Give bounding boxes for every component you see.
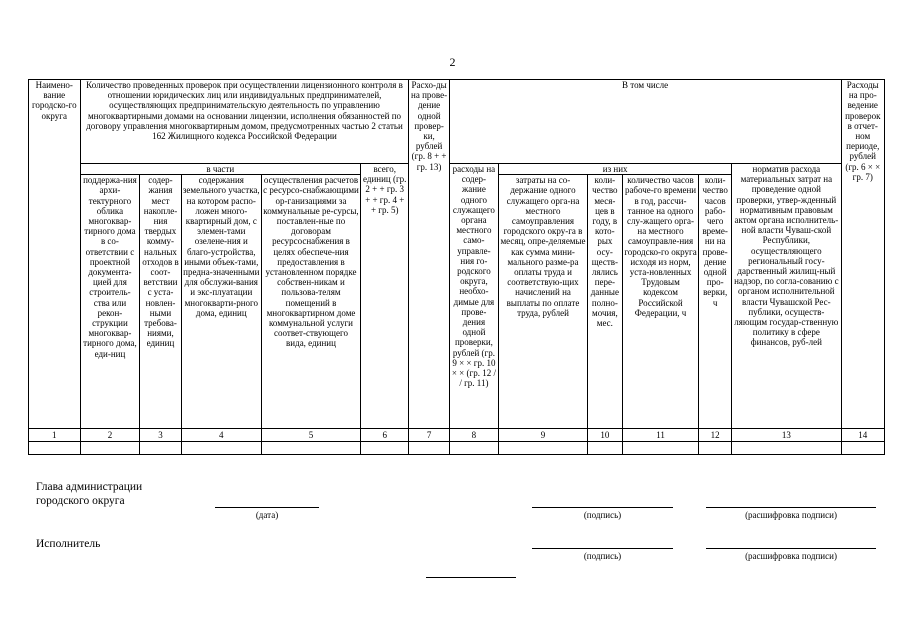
header-col9: затраты на со-держание одного служащего орга-на местного самоуправления городского окру-га в месяц, опре-деляемые как сумма мини-мального разме-ра оплаты труда и соответствую-щих начислений на выплаты по оплате труда, рублей — [499, 175, 588, 429]
data-row — [29, 442, 885, 455]
column-number: 7 — [409, 429, 449, 442]
header-col10: коли-чество меся-цев в году, в кото-рых осу-ществ-лялись пере-данные полно-мочия, мес. — [587, 175, 622, 429]
column-number: 9 — [499, 429, 588, 442]
header-col7: Расхо-ды на прове-дение одной провер-ки, рублей (гр. 8 + + гр. 13) — [409, 80, 449, 429]
date-line[interactable] — [215, 507, 319, 508]
head-signature-line[interactable] — [532, 507, 673, 508]
table-cell[interactable] — [732, 442, 841, 455]
header-checks-count: Количество проведенных проверок при осуществлении лицензионного контроля в отношении юридических лиц или индивидуальных предпринимателей, осуществляющих предпринимательскую деятельность по управлению многоквартирными домами на основании лицензии, исполнения обязанностей по договору управления многоквартирным домом, предусмотренных частью 2 статьи 162 Жилищного кодекса Российской Федерации — [80, 80, 409, 164]
table-cell[interactable] — [622, 442, 698, 455]
column-number: 5 — [262, 429, 361, 442]
expense-calculation-table — [28, 79, 885, 455]
table-cell[interactable] — [841, 442, 884, 455]
footer-divider — [426, 577, 516, 578]
column-number: 11 — [622, 429, 698, 442]
column-number: 4 — [181, 429, 261, 442]
header-name: Наимено-вание городско-го округа — [29, 80, 81, 429]
table-cell[interactable] — [140, 442, 181, 455]
header-col6: всего, единиц (гр. 2 + + гр. 3 + + гр. 4 + + гр. 5) — [360, 164, 408, 429]
table-cell[interactable] — [409, 442, 449, 455]
header-of-them: из них — [499, 164, 732, 175]
header-col14: Расходы на про-ведение проверок в отчет-ном периоде, рублей (гр. 6 × × гр. 7) — [841, 80, 884, 429]
executor-decode-line[interactable] — [706, 548, 876, 549]
table-cell[interactable] — [499, 442, 588, 455]
table-cell[interactable] — [181, 442, 261, 455]
column-number: 14 — [841, 429, 884, 442]
executor-signature-line[interactable] — [532, 548, 673, 549]
header-col12: коли-чество часов рабо-чего време-ни на прове-дение одной про-верки, ч — [699, 175, 732, 429]
column-number: 2 — [80, 429, 140, 442]
head-decode-line[interactable] — [706, 507, 876, 508]
head-decode-caption: (расшифровка подписи) — [745, 510, 837, 520]
header-col2: поддержа-ния архи-тектурного облика многоквар-тирного дома в со-ответствии с проектной документа-цией для строитель-ства или рекон-струкции многоквар-тирного дома, еди-ниц — [80, 175, 140, 429]
table-cell[interactable] — [360, 442, 408, 455]
table-cell[interactable] — [449, 442, 498, 455]
executor-label: Исполнитель — [36, 538, 101, 550]
column-number: 10 — [587, 429, 622, 442]
header-col4: содержания земельного участка, на котором распо-ложен много-квартирный дом, с элемен-тами озелене-ния и благо-устройства, иными объек-тами, предна-значенными для обслужи-вания и экс-плуатации многокварти-рного дома, единиц — [181, 175, 261, 429]
table-cell[interactable] — [29, 442, 81, 455]
executor-decode-caption: (расшифровка подписи) — [745, 551, 837, 561]
column-number-row — [29, 429, 885, 442]
column-number: 3 — [140, 429, 181, 442]
executor-signature-caption: (подпись) — [583, 551, 622, 561]
date-caption: (дата) — [255, 510, 279, 520]
head-signature-caption: (подпись) — [583, 510, 622, 520]
column-number: 6 — [360, 429, 408, 442]
header-col8: расходы на содер-жание одного служащего органа местного само-управле-ния го-родского округа, необхо-димые для прове-дения одной проверки, рублей (гр. 9 × × гр. 10 × × (гр. 12 / / гр. 11) — [449, 164, 498, 429]
table-cell[interactable] — [262, 442, 361, 455]
column-number: 1 — [29, 429, 81, 442]
column-number: 13 — [732, 429, 841, 442]
header-col13: норматив расхода материальных затрат на проведение одной проверки, утвер-жденный нормативным правовым актом органа исполнитель-ной власти Чуваш-ской Республики, осуществляющего региональный госу-дарственный жилищ-ный надзор, по согла-сованию с органом исполнительной власти Чувашской Рес-публики, осуществ-ляющим государ-ственную политику в сфере финансов, руб-лей — [732, 164, 841, 429]
header-including: В том числе — [449, 80, 841, 164]
table-cell[interactable] — [80, 442, 140, 455]
table-cell[interactable] — [699, 442, 732, 455]
column-number: 8 — [449, 429, 498, 442]
column-number: 12 — [699, 429, 732, 442]
table-cell[interactable] — [587, 442, 622, 455]
head-label-line1: Глава администрации — [36, 481, 143, 493]
head-label-line2: городского округа — [36, 495, 125, 507]
header-col3: содер-жания мест накопле-ния твердых комму-нальных отходов в соот-ветствии с уста-новлен-ными требова-ниями, единиц — [140, 175, 181, 429]
header-in-part: в части — [80, 164, 360, 175]
header-col11: количество часов рабоче-го времени в год, рассчи-танное на одного слу-жащего орга-на местного самоуправле-ния городско-го округа исходя из норм, уста-новленных Трудовым кодексом Российской Федерации, ч — [622, 175, 698, 429]
page-number: 2 — [449, 55, 456, 69]
header-col5: осуществления расчетов с ресурсо-снабжающими ор-ганизациями за коммунальные ре-сурсы, поставлен-ные по договорам ресурсоснабжения в целях обеспече-ния предоставления в установленном порядке собствен-никам и пользова-телям помещений в многоквартирном доме коммунальной услуги соответ-ствующего вида, единиц — [262, 175, 361, 429]
